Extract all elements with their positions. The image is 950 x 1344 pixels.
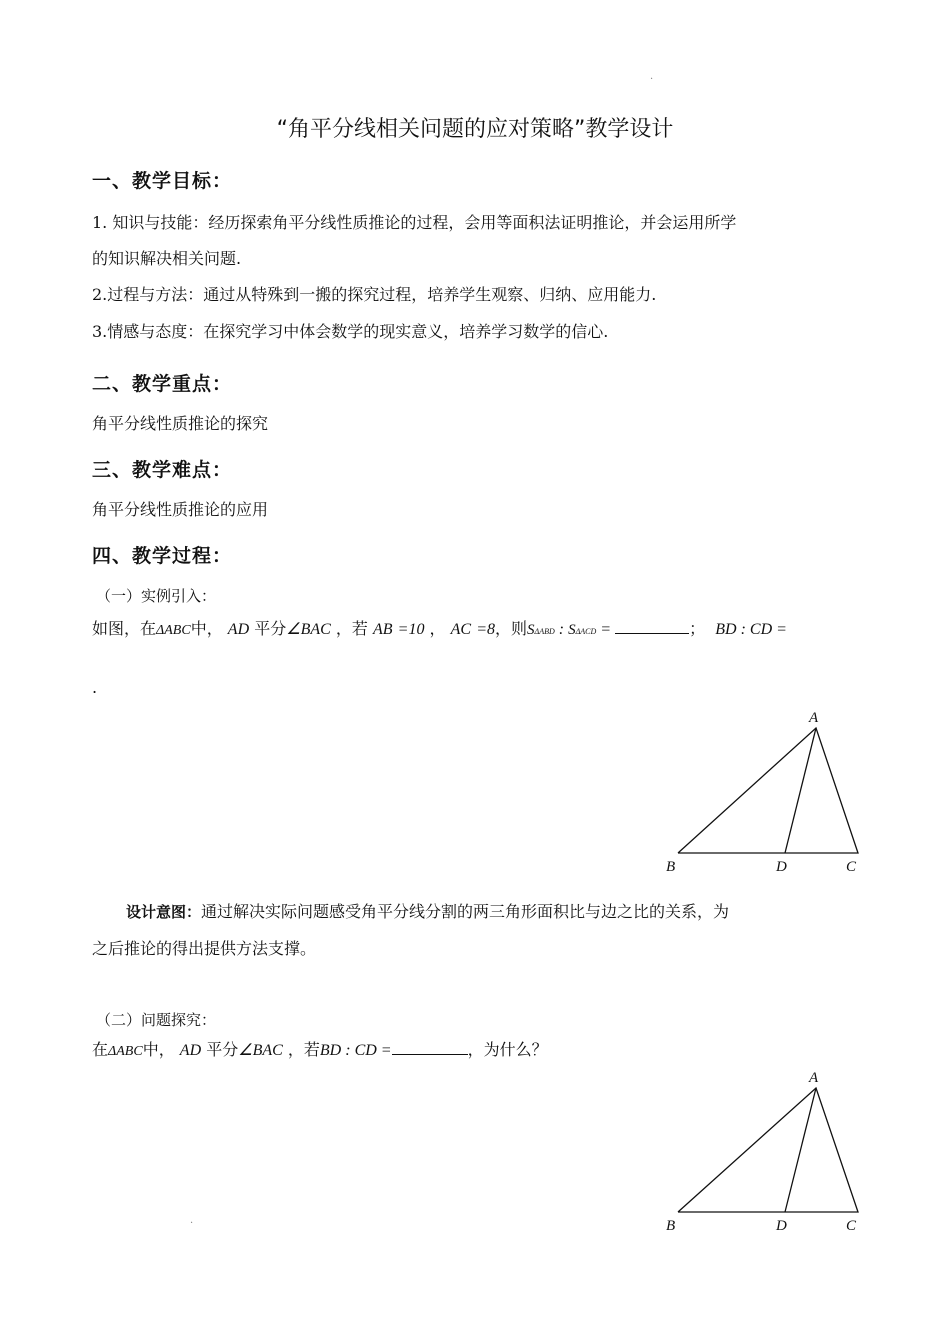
bisector-ad-2 [785, 1088, 816, 1212]
part2-mid: 中， [142, 1040, 175, 1059]
part1-bisect: 平分 [254, 619, 287, 638]
triangle-abc-1 [678, 728, 858, 853]
part1-triangle: ΔABC [156, 623, 191, 638]
part2-bisect: 平分 [206, 1040, 239, 1059]
part1-if: ，若 [335, 619, 368, 638]
part1-ab: AB [373, 621, 393, 638]
part1-angle: ∠BAC [286, 621, 331, 638]
part1-label: （一）实例引入： [96, 587, 217, 605]
section-heading-objectives: 一、教学目标： [92, 170, 233, 192]
label-a-2: A [809, 1070, 819, 1086]
part1-ratio: BD : CD = [715, 621, 787, 638]
objective-knowledge-line1: 1. 知识与技能：经历探索角平分线性质推论的过程，会用等面积法证明推论，并会运用所学 [92, 213, 737, 232]
part1-ad: AD [227, 621, 250, 638]
section-heading-key-points: 二、教学重点： [92, 373, 233, 395]
part1-s2-sub: ΔACD [575, 627, 597, 636]
label-b-1: B [666, 859, 676, 875]
part2-if: ，若 [287, 1040, 320, 1059]
label-c-2: C [846, 1218, 857, 1234]
part1-period: . [92, 678, 98, 697]
triangle-figure-1 [660, 700, 880, 880]
label-b-2: B [666, 1218, 676, 1234]
part2-ad: AD [179, 1042, 202, 1059]
part2-prefix: 在 [92, 1040, 109, 1059]
part2-why: ，为什么？ [467, 1040, 548, 1059]
part1-s2: S [568, 622, 576, 638]
page-mark-dot-bottom: · [190, 1218, 194, 1229]
design-intent-line1 [126, 899, 729, 922]
label-a-1: A [809, 710, 819, 726]
part1-s1: S [527, 622, 535, 638]
part1-eq: = [596, 621, 612, 638]
part1-colon: : [554, 621, 569, 638]
area-ratio-blank [615, 619, 689, 634]
part1-ac-val: =8 [476, 621, 495, 638]
label-d-1: D [776, 859, 787, 875]
objective-process: 2.过程与方法：通过从特殊到一搬的探究过程，培养学生观察、归纳、应用能力. [92, 285, 657, 304]
bd-cd-ratio-blank [392, 1040, 468, 1055]
difficulties-text: 角平分线性质推论的应用 [92, 500, 269, 519]
design-intent-line2: 之后推论的得出提供方法支撑。 [92, 939, 317, 958]
part2-problem [92, 1037, 548, 1060]
part1-prefix: 如图，在 [92, 619, 157, 638]
part2-triangle: ΔABC [108, 1044, 143, 1059]
bisector-ad-1 [785, 728, 816, 853]
document-title: “角平分线相关问题的应对策略”教学设计 [276, 117, 674, 142]
part1-semicolon: ； [689, 619, 706, 638]
section-heading-difficulties: 三、教学难点： [92, 459, 233, 481]
label-d-2: D [776, 1218, 787, 1234]
part1-ac: AC [450, 621, 472, 638]
part2-angle: ∠BAC [238, 1042, 283, 1059]
part1-s1-sub: ΔABD [534, 627, 555, 636]
part1-then: ，则 [494, 619, 527, 638]
design-intent-label: 设计意图： [126, 903, 202, 921]
page-mark-dot: · [650, 74, 654, 85]
objective-knowledge-line2: 的知识解决相关问题. [92, 249, 242, 268]
triangle-figure-2 [660, 1060, 880, 1240]
section-heading-process: 四、教学过程： [92, 545, 233, 567]
part1-mid: 中， [190, 619, 223, 638]
part1-ab-val: =10 [397, 621, 425, 638]
part2-label: （二）问题探究： [96, 1011, 217, 1029]
triangle-abc-2 [678, 1088, 858, 1212]
label-c-1: C [846, 859, 857, 875]
part2-ratio: BD : CD = [319, 1042, 392, 1059]
objective-attitude: 3.情感与态度：在探究学习中体会数学的现实意义，培养学习数学的信心. [92, 322, 609, 341]
design-intent-text1: 通过解决实际问题感受角平分线分割的两三角形面积比与边之比的关系，为 [201, 902, 730, 921]
key-points-text: 角平分线性质推论的探究 [92, 414, 269, 433]
part1-problem [92, 616, 787, 639]
part1-comma: ， [429, 619, 446, 638]
